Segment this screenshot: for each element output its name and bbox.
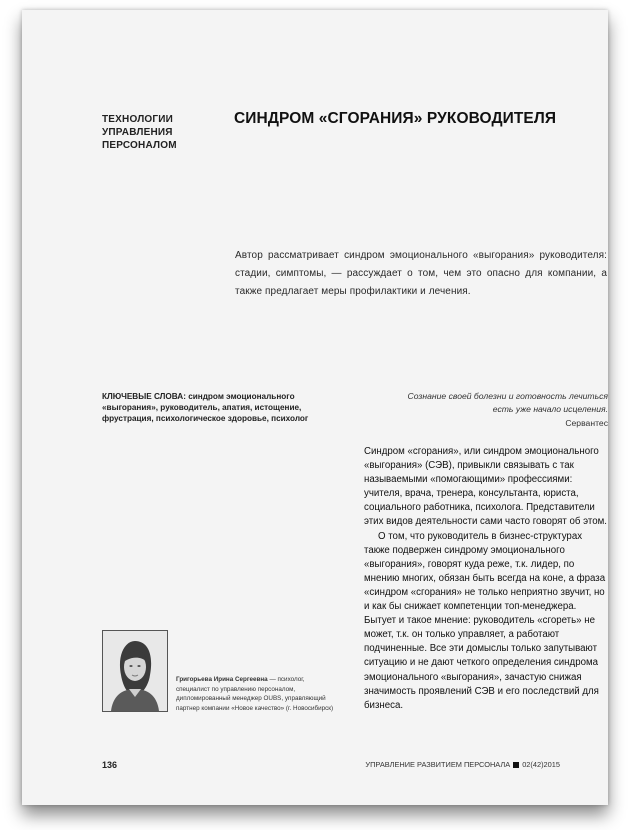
journal-issue: 02(42)2015 [522, 760, 560, 769]
magazine-page [22, 10, 608, 805]
epigraph [402, 390, 608, 430]
journal-footer [365, 760, 560, 769]
author-name: Григорьева Ирина Сергеевна [176, 676, 268, 683]
article-abstract: Автор рассматривает синдром эмоционального «выгорания» руководителя: стадии, симптомы, — рассуждает о том, чем это опасно для компании, а также предлагает меры профилактики и лечения. [235, 250, 607, 297]
article-title: СИНДРОМ «СГОРАНИЯ» РУКОВОДИТЕЛЯ [234, 110, 557, 127]
author-bio: — психолог, специалист по управлению персоналом, дипломированный менеджер OUBS, управляющий партнер компании «Новое качество» (г. Новосибирск) [176, 676, 334, 712]
keywords-label: КЛЮЧЕВЫЕ СЛОВА: [102, 392, 186, 401]
author-photo [102, 630, 168, 712]
square-bullet-icon [513, 762, 519, 768]
epigraph-quote: Сознание своей болезни и готовность лечиться есть уже начало исцеления. [407, 391, 608, 414]
body-paragraph: О том, что руководитель в бизнес-структурах также подвержен синдрому эмоционального «выгорания», говорят куда реже, т.к. лидер, по мнению многих, обязан быть всегда на коне, а фраза «синдром «сгорания» не только неприятно звучит, но и как бы снижает компетенции топ-менеджера. Бытует и такое мнение: руководитель «сгореть» не может, т.к. он только управляет, а работают подчиненные. Все эти домыслы только запутывают ситуацию и не дают четкого определения синдрома эмоционального «выгорания», зачастую снижая значимость проявлений СЭВ и его последствий для бизнеса. [364, 530, 606, 711]
keywords-block [102, 391, 352, 424]
body-paragraph: Синдром «сгорания», или синдром эмоционального «выгорания» (СЭВ), привыкли связывать с так называемыми «помогающими» профессиями: учителя, врача, тренера, консультанта, юриста, социального работника, психолога. Представители этих видов деятельности сами часто говорят об этом. [364, 446, 607, 528]
article-body [364, 445, 609, 713]
author-info [176, 675, 336, 713]
journal-name: УПРАВЛЕНИЕ РАЗВИТИЕМ ПЕРСОНАЛА [365, 760, 511, 769]
epigraph-author: Сервантес [565, 418, 608, 428]
page-number: 136 [102, 760, 118, 770]
keywords-text: синдром эмоционального «выгорания», руководитель, апатия, истощение, фрустрация, психологическое здоровье, психолог [102, 392, 309, 423]
author-portrait-icon [103, 631, 167, 711]
section-rubric: ТЕХНОЛОГИИ УПРАВЛЕНИЯ ПЕРСОНАЛОМ [102, 114, 177, 151]
